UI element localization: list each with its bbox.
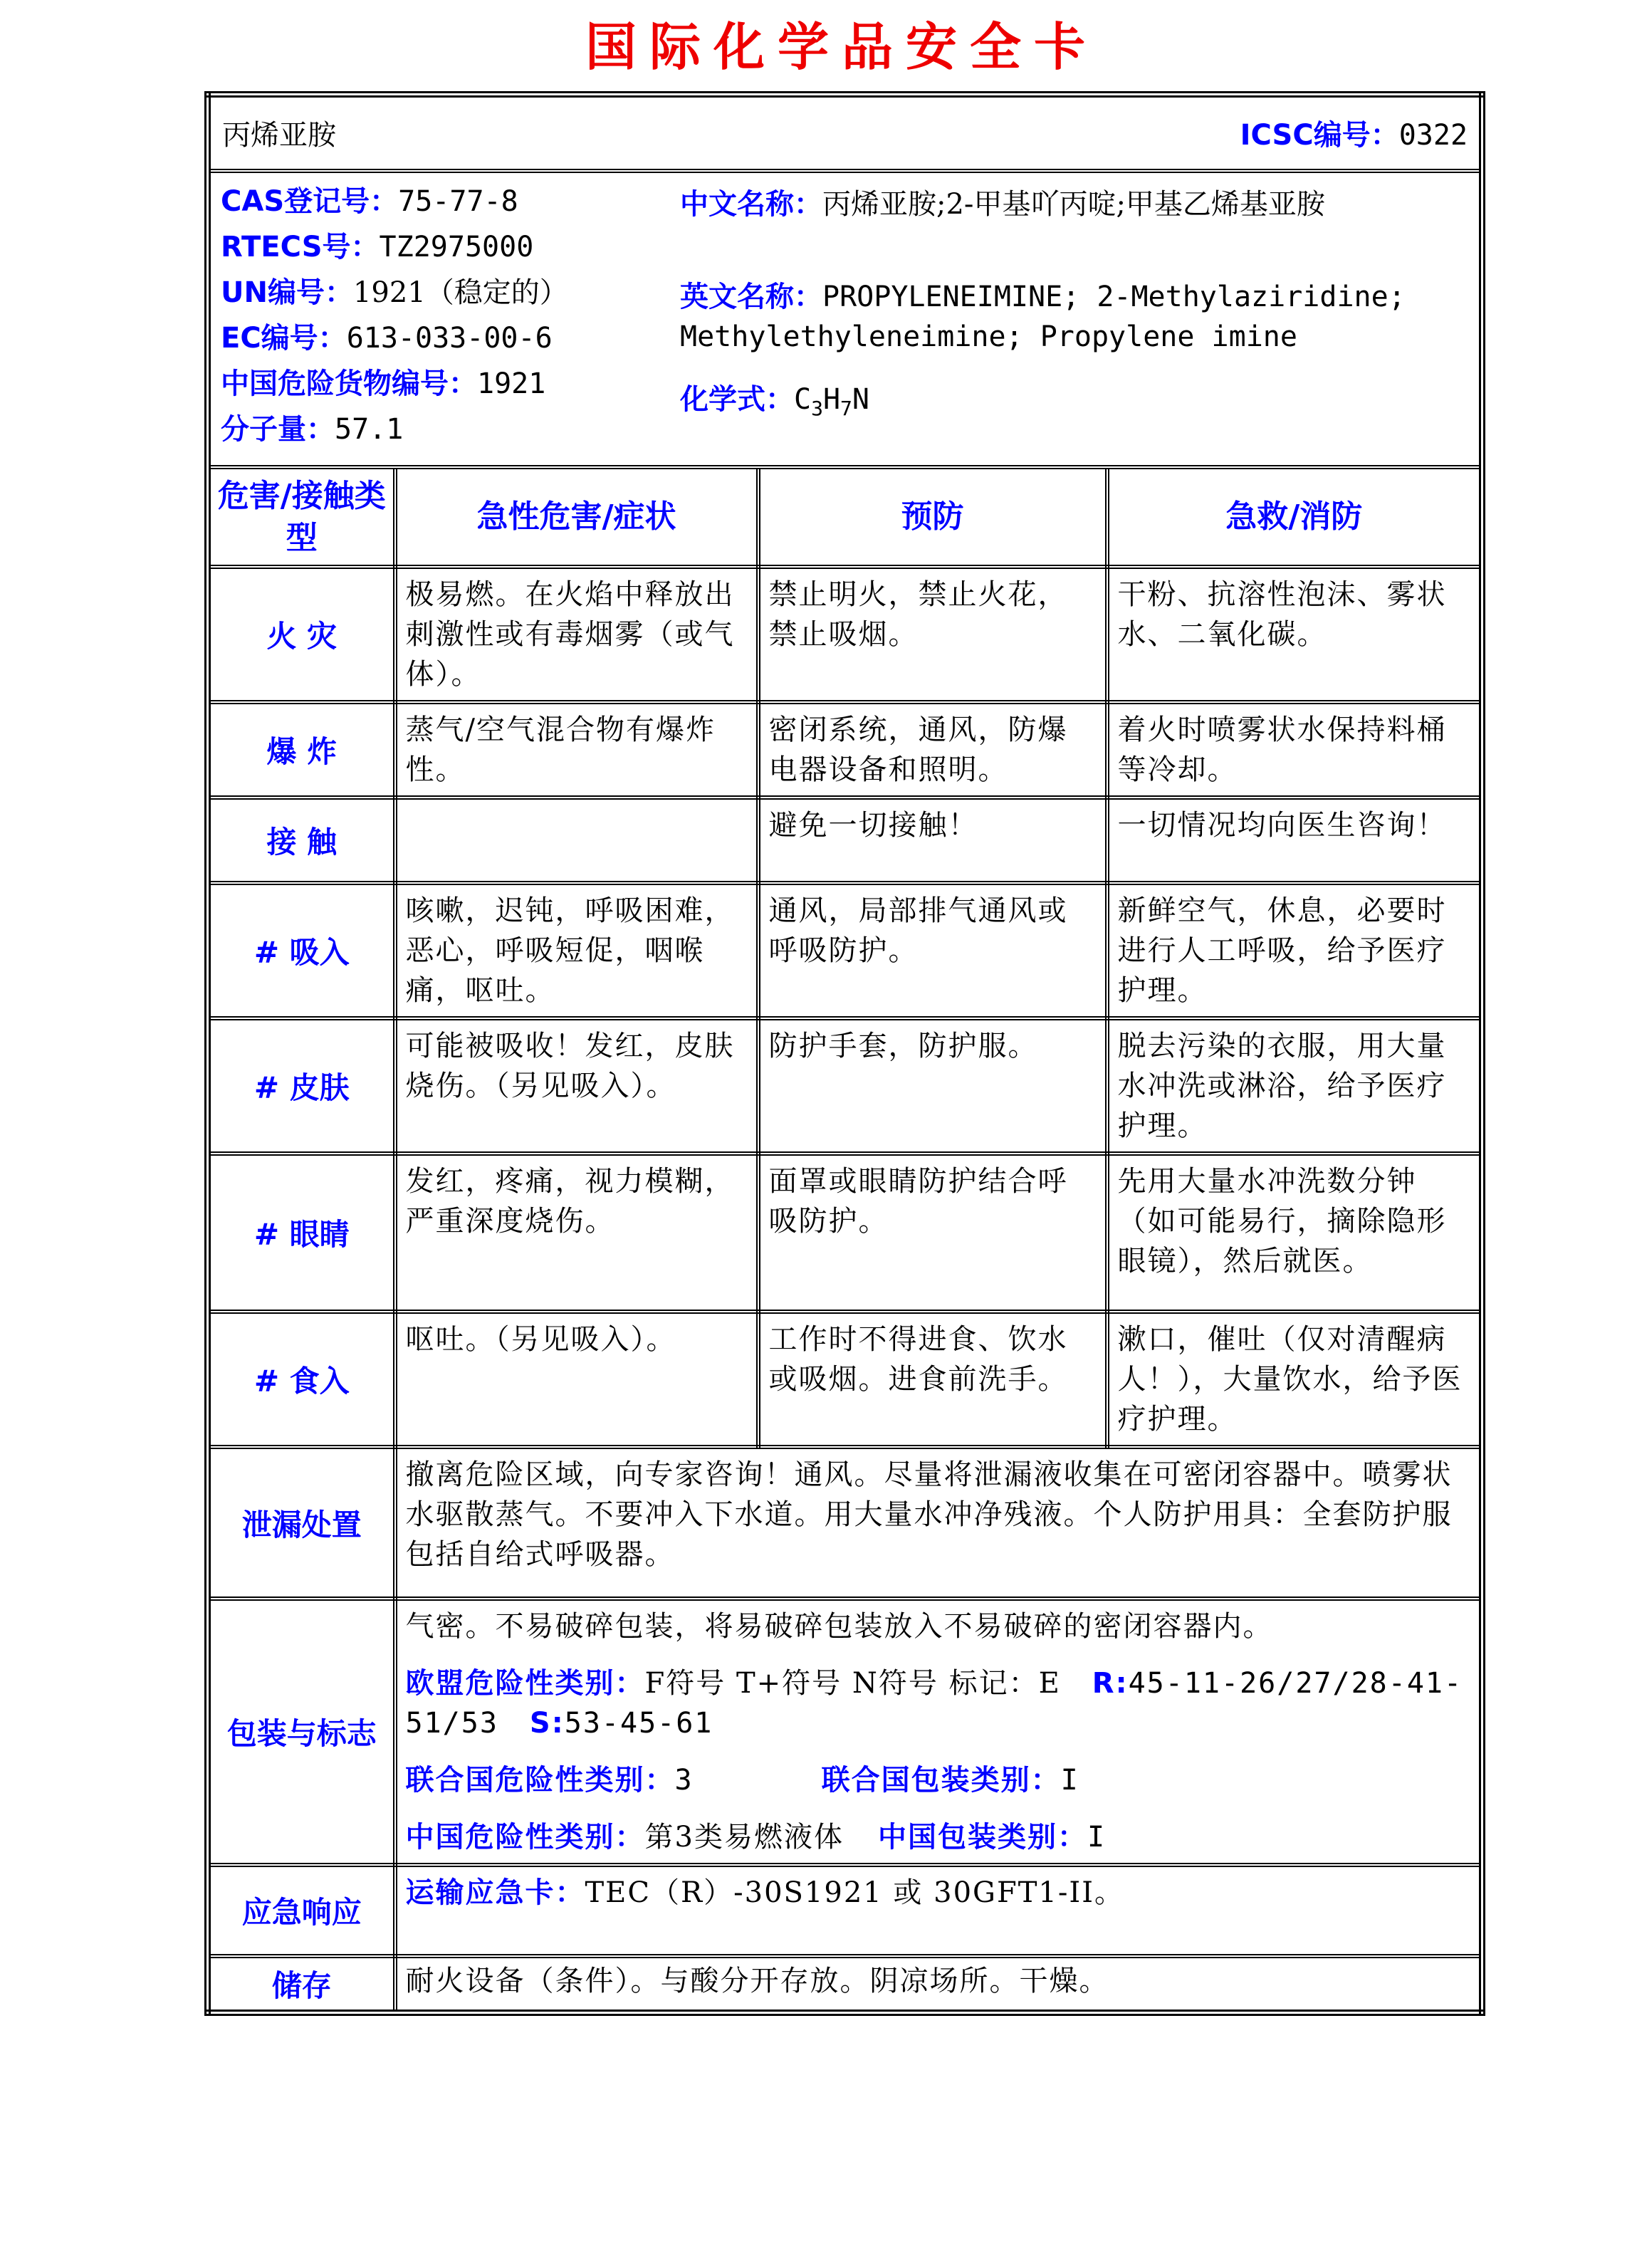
eyes-hazard: 发红，疼痛，视力模糊，严重深度烧伤。 [395,1154,758,1312]
formula-label: 化学式： [680,382,794,416]
row-label-explosion: 爆 炸 [208,702,395,798]
english-name-label: 英文名称： [680,280,822,313]
transport-card-label: 运输应急卡： [405,1876,585,1910]
row-label-inhalation: # 吸入 [208,883,395,1018]
cn-pack-label: 中国包装类别： [877,1821,1087,1854]
row-packaging [208,1599,1482,1865]
inhalation-hazard: 咳嗽，迟钝，呼吸困难，恶心，呼吸短促，咽喉痛，呕吐。 [395,883,758,1018]
header-acute-hazards: 急性危害/症状 [395,467,758,568]
fire-hazard: 极易燃。在火焰中释放出刺激性或有毒烟雾（或气体）。 [395,567,758,702]
cas-value: 75-77-8 [398,184,518,218]
row-label-emergency: 应急响应 [208,1865,395,1956]
storage-content: 耐火设备（条件）。与酸分开存放。阴凉场所。干燥。 [395,1956,1482,2013]
eu-class-value: F符号 T+符号 N符号 标记：E [644,1667,1061,1700]
english-name-value: PROPYLENEIMINE; 2-Methylaziridine; Methylethyleneimine; Propylene imine [680,280,1406,353]
un-pack-label: 联合国包装类别： [821,1764,1061,1797]
header-prevention: 预防 [758,467,1107,568]
explosion-hazard: 蒸气/空气混合物有爆炸性。 [395,702,758,798]
formula-block [680,380,1469,429]
r-phrases-label: R: [1092,1667,1129,1700]
page-title: 国际化学品安全卡 [585,17,1098,77]
r-phrases-value: 45-11-26/27/28-41-51/53 [405,1667,1463,1740]
spillage-content: 撤离危险区域，向专家咨询！通风。尽量将泄漏液收集在可密闭容器中。喷雾状水驱散蒸气。不要冲入下水道。用大量水冲净残液。个人防护用具：全套防护服包括自给式呼吸器。 [395,1447,1482,1599]
ec-value: 613-033-00-6 [346,321,553,355]
s-phrases-label: S: [529,1707,565,1740]
mw-value: 57.1 [335,412,404,446]
chinese-name-value: 丙烯亚胺;2-甲基吖丙啶;甲基乙烯基亚胺 [822,187,1325,221]
ingestion-response: 漱口，催吐（仅对清醒病人！），大量饮水，给予医疗护理。 [1107,1312,1482,1447]
un-label: UN编号： [221,276,353,309]
packaging-un-line [406,1760,1471,1800]
chinese-name-block [680,184,1469,224]
row-spillage [208,1447,1482,1599]
formula-value: $C_3H_7N$ [794,382,869,420]
china-dg-value: 1921 [477,367,546,400]
row-label-spillage: 泄漏处置 [208,1447,395,1599]
rtecs-label: RTECS号： [221,230,380,263]
eu-class-label: 欧盟危险性类别： [405,1667,645,1700]
row-inhalation [208,883,1482,1018]
un-pack-value: I [1060,1764,1079,1797]
packaging-cn-line [406,1817,1471,1857]
row-storage [208,1956,1482,2013]
row-label-packaging: 包装与标志 [208,1599,395,1865]
names-column [680,184,1469,458]
skin-hazard: 可能被吸收！发红，皮肤烧伤。（另见吸入）。 [395,1018,758,1154]
icsc-number-value: 0322 [1398,119,1468,152]
cas-number-row [221,184,680,219]
icsc-card-table [204,91,1485,2016]
header-hazard-type: 危害/接触类型 [208,467,395,568]
row-explosion [208,702,1482,798]
icsc-number-label: ICSC编号： [1240,119,1399,152]
row-label-storage: 储存 [208,1956,395,2013]
id-numbers-column [221,184,680,458]
explosion-prevention: 密闭系统，通风，防爆电器设备和照明。 [758,702,1107,798]
skin-response: 脱去污染的衣服，用大量水冲洗或淋浴，给予医疗护理。 [1107,1018,1482,1154]
packaging-content [395,1599,1482,1865]
eyes-prevention: 面罩或眼睛防护结合呼吸防护。 [758,1154,1107,1312]
inhalation-prevention: 通风，局部排气通风或呼吸防护。 [758,883,1107,1018]
explosion-response: 着火时喷雾状水保持料桶等冷却。 [1107,702,1482,798]
packaging-eu-line [406,1663,1471,1743]
fire-prevention: 禁止明火，禁止火花，禁止吸烟。 [758,567,1107,702]
transport-card-value: TEC（R）-30S1921 或 30GFT1-II。 [585,1876,1124,1910]
packaging-line1: 气密。不易破碎包装，将易破碎包装放入不易破碎的密闭容器内。 [405,1610,1273,1643]
header-firstaid-firefighting: 急救/消防 [1107,467,1482,568]
cn-class-label: 中国危险性类别： [405,1821,645,1854]
card-header-row [208,95,1482,171]
rtecs-number-row [221,230,680,264]
row-contact [208,798,1482,883]
row-label-fire: 火 灾 [208,567,395,702]
row-eyes [208,1154,1482,1312]
un-class-value: 3 [674,1764,694,1797]
row-label-eyes: # 眼睛 [208,1154,395,1312]
identifiers-section [208,171,1482,467]
un-number-row [221,276,680,310]
china-dg-number-row [221,367,680,401]
row-fire [208,567,1482,702]
row-skin [208,1018,1482,1154]
ingestion-prevention: 工作时不得进食、饮水或吸烟。进食前洗手。 [758,1312,1107,1447]
table-header-row [208,467,1482,568]
ingestion-hazard: 呕吐。（另见吸入）。 [395,1312,758,1447]
un-class-label: 联合国危险性类别： [405,1764,675,1797]
english-name-block [680,277,1469,357]
skin-prevention: 防护手套，防护服。 [758,1018,1107,1154]
cn-class-value: 第3类易燃液体 [644,1821,844,1854]
inhalation-response: 新鲜空气，休息，必要时进行人工呼吸，给予医疗护理。 [1107,883,1482,1018]
row-ingestion [208,1312,1482,1447]
substance-name: 丙烯亚胺 [222,119,336,152]
row-label-contact: 接 触 [208,798,395,883]
un-value: 1921（稳定的） [352,276,568,309]
eyes-response: 先用大量水冲洗数分钟（如可能易行，摘除隐形眼镜），然后就医。 [1107,1154,1482,1312]
row-emergency [208,1865,1482,1956]
contact-hazard [395,798,758,883]
rtecs-value: TZ2975000 [379,230,534,263]
row-label-skin: # 皮肤 [208,1018,395,1154]
cn-pack-value: I [1087,1821,1107,1854]
cas-label: CAS登记号： [221,184,399,218]
emergency-content [395,1865,1482,1956]
contact-response: 一切情况均向医生咨询！ [1107,798,1482,883]
ec-number-row [221,321,680,355]
icsc-number [1240,113,1468,153]
mw-label: 分子量： [221,412,335,446]
molecular-weight-row [221,412,680,446]
row-label-ingestion: # 食入 [208,1312,395,1447]
contact-prevention: 避免一切接触！ [758,798,1107,883]
chinese-name-label: 中文名称： [680,187,822,221]
ec-label: EC编号： [221,321,347,355]
fire-response: 干粉、抗溶性泡沫、雾状水、二氧化碳。 [1107,567,1482,702]
china-dg-label: 中国危险货物编号： [221,367,477,400]
s-phrases-value: 53-45-61 [564,1707,713,1740]
